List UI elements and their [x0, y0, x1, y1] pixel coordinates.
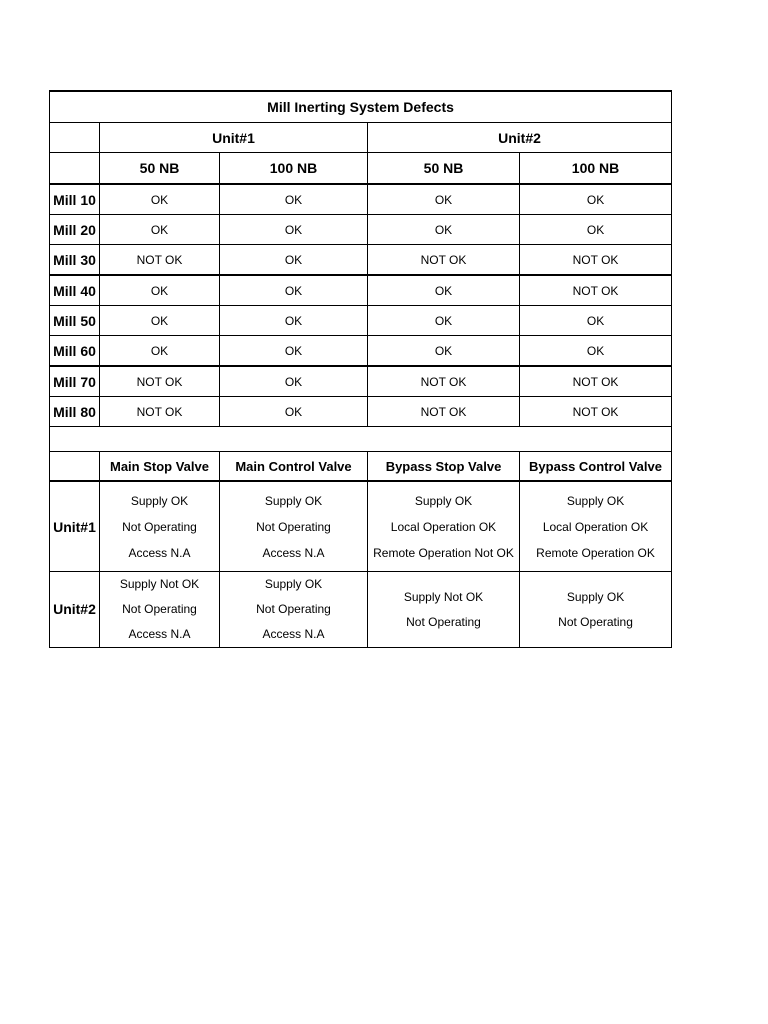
valve-cell: [100, 572, 220, 648]
valve-row: [50, 481, 672, 572]
spacer-cell: [50, 427, 672, 452]
status-cell: NOT OK: [100, 245, 220, 276]
status-cell: NOT OK: [520, 275, 672, 306]
valve-cell: [520, 572, 672, 648]
mill-row: [50, 397, 672, 427]
status-cell: OK: [368, 275, 520, 306]
corner-cell: [50, 153, 100, 185]
valve-status-line: Not Operating: [256, 519, 331, 534]
mill-row: [50, 336, 672, 367]
status-cell: OK: [368, 306, 520, 336]
title-row: [50, 91, 672, 123]
mill-name: Mill 60: [50, 336, 100, 367]
size-header: 100 NB: [520, 153, 672, 185]
spacer-row: [50, 427, 672, 452]
valve-status-line: Supply OK: [264, 577, 323, 591]
valve-status-line: Supply OK: [566, 493, 625, 508]
mill-row: [50, 306, 672, 336]
defects-sheet: [49, 90, 671, 648]
status-cell: NOT OK: [520, 397, 672, 427]
status-cell: NOT OK: [520, 245, 672, 276]
status-cell: OK: [220, 245, 368, 276]
status-cell: OK: [368, 215, 520, 245]
defects-table: [49, 90, 672, 648]
valve-status-line: Not Operating: [122, 602, 197, 616]
mill-name: Mill 50: [50, 306, 100, 336]
valve-cell: [368, 572, 520, 648]
status-cell: OK: [100, 336, 220, 367]
status-cell: OK: [100, 275, 220, 306]
status-cell: NOT OK: [368, 366, 520, 397]
status-cell: OK: [100, 184, 220, 215]
valve-header: Main Control Valve: [220, 452, 368, 482]
status-cell: OK: [368, 184, 520, 215]
status-cell: OK: [220, 336, 368, 367]
status-cell: OK: [220, 275, 368, 306]
status-cell: OK: [220, 366, 368, 397]
mill-name: Mill 40: [50, 275, 100, 306]
valve-unit-label: Unit#1: [50, 481, 100, 572]
valve-status-line: Access N.A: [262, 545, 325, 560]
status-cell: OK: [220, 215, 368, 245]
valve-status-line: Supply Not OK: [403, 589, 484, 604]
valve-status-line: Access N.A: [128, 627, 191, 641]
valve-header: Main Stop Valve: [100, 452, 220, 482]
table-title: Mill Inerting System Defects: [50, 91, 672, 123]
mill-row: [50, 245, 672, 276]
mill-row: [50, 184, 672, 215]
valve-status-line: Supply Not OK: [119, 577, 200, 591]
valve-header-row: [50, 452, 672, 482]
status-cell: OK: [220, 306, 368, 336]
status-cell: OK: [100, 306, 220, 336]
valve-status-line: Not Operating: [558, 614, 633, 629]
size-header: 50 NB: [100, 153, 220, 185]
valve-status-line: Supply OK: [130, 493, 189, 508]
status-cell: OK: [368, 336, 520, 367]
size-header-row: [50, 153, 672, 185]
status-cell: OK: [220, 184, 368, 215]
corner-cell: [50, 123, 100, 153]
valve-header: Bypass Stop Valve: [368, 452, 520, 482]
valve-header: Bypass Control Valve: [520, 452, 672, 482]
status-cell: OK: [520, 215, 672, 245]
status-cell: NOT OK: [368, 397, 520, 427]
status-cell: NOT OK: [520, 366, 672, 397]
valve-status-line: Remote Operation Not OK: [373, 545, 514, 560]
unit-header-row: [50, 123, 672, 153]
status-cell: NOT OK: [100, 366, 220, 397]
valve-cell: [220, 572, 368, 648]
corner-cell: [50, 452, 100, 482]
status-cell: OK: [520, 336, 672, 367]
mill-name: Mill 30: [50, 245, 100, 276]
status-cell: OK: [520, 184, 672, 215]
valve-cell: [520, 481, 672, 572]
valve-status-line: Access N.A: [262, 627, 325, 641]
status-cell: OK: [100, 215, 220, 245]
status-cell: OK: [220, 397, 368, 427]
valve-status-line: Local Operation OK: [390, 519, 497, 534]
valve-cell: [368, 481, 520, 572]
size-header: 50 NB: [368, 153, 520, 185]
size-header: 100 NB: [220, 153, 368, 185]
valve-status-line: Not Operating: [406, 614, 481, 629]
mill-name: Mill 80: [50, 397, 100, 427]
unit2-header: Unit#2: [368, 123, 672, 153]
mill-row: [50, 275, 672, 306]
status-cell: OK: [520, 306, 672, 336]
valve-unit-label: Unit#2: [50, 572, 100, 648]
valve-status-line: Local Operation OK: [542, 519, 649, 534]
valve-status-line: Not Operating: [256, 602, 331, 616]
mill-name: Mill 20: [50, 215, 100, 245]
mill-name: Mill 10: [50, 184, 100, 215]
valve-status-line: Supply OK: [264, 493, 323, 508]
mill-row: [50, 215, 672, 245]
valve-status-line: Remote Operation OK: [536, 545, 655, 560]
valve-cell: [220, 481, 368, 572]
unit1-header: Unit#1: [100, 123, 368, 153]
valve-cell: [100, 481, 220, 572]
valve-status-line: Access N.A: [128, 545, 191, 560]
valve-status-line: Supply OK: [414, 493, 473, 508]
status-cell: NOT OK: [368, 245, 520, 276]
status-cell: NOT OK: [100, 397, 220, 427]
mill-row: [50, 366, 672, 397]
valve-status-line: Not Operating: [122, 519, 197, 534]
valve-status-line: Supply OK: [566, 589, 625, 604]
mill-name: Mill 70: [50, 366, 100, 397]
valve-row: [50, 572, 672, 648]
